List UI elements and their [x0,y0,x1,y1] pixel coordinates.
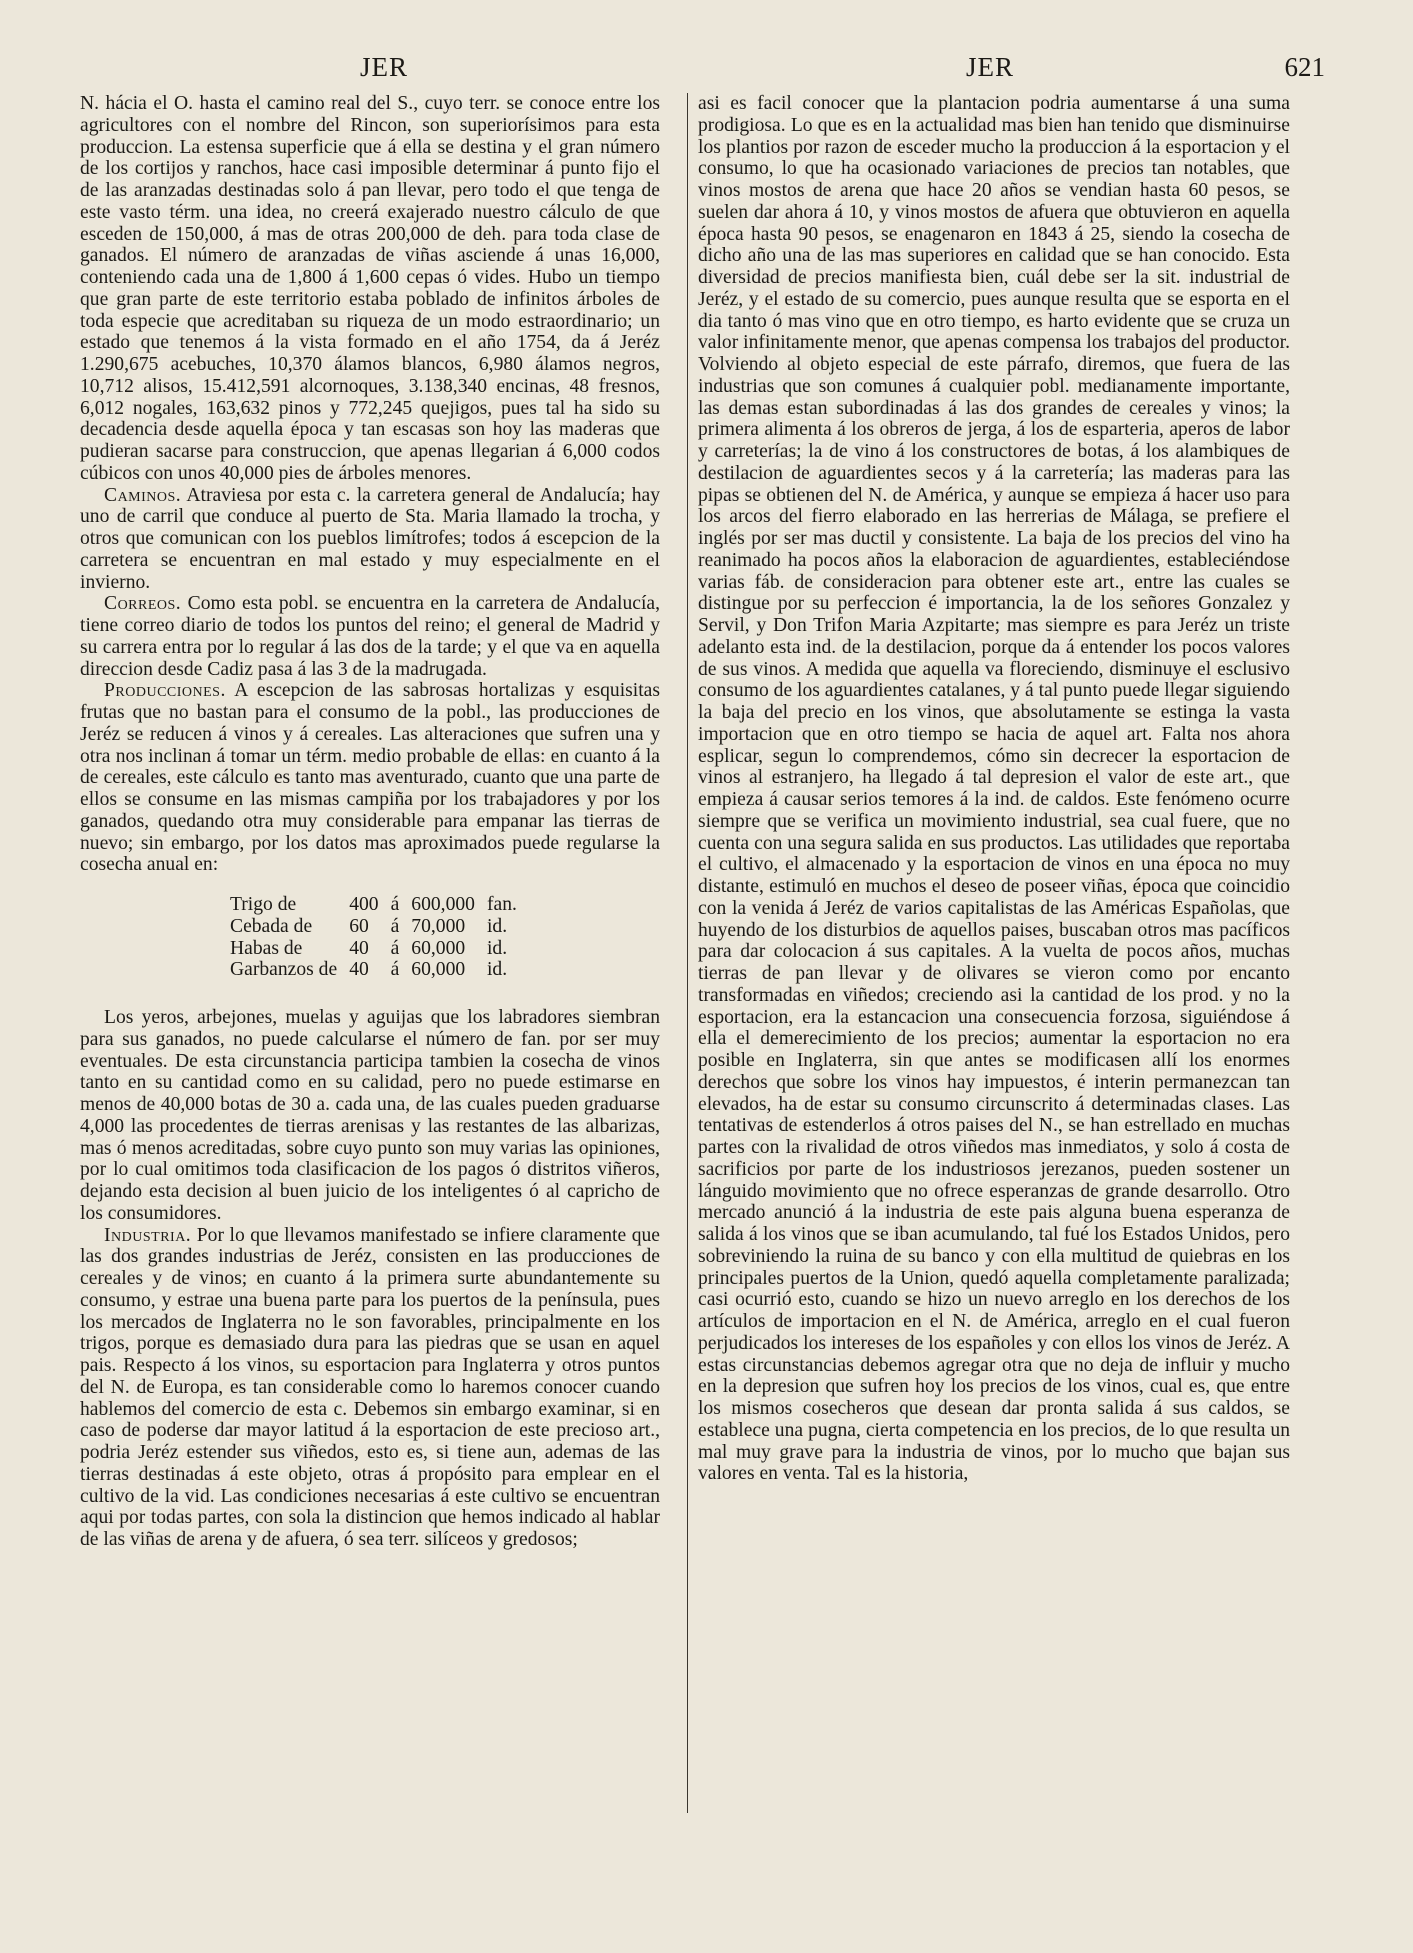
section-head: Correos. [104,593,182,615]
running-head-left: JER [360,52,409,82]
cell: 600,000 [411,894,475,915]
running-head-right: JER [966,52,1015,82]
cell: á [390,959,400,981]
paragraph-correos [80,593,660,680]
cell: id. [486,915,508,937]
paragraph-producciones [80,680,660,876]
page-number: 621 [1284,52,1325,82]
paragraph-text: Por lo que llevamos manifestado se infiere claramente que las dos grandes industrias de Jeréz, consisten en las producciones de cereales y de vinos; en cuanto á la primera surte abundantemente su consumo, y estrae una buena parte para los puertos de la península, pues los mercados de Inglaterra no le son favorables, principalmente en los trigos, porque es demasiado dura para las piedras que se usan en aquel pais. Respecto á los vinos, su esportacion para Inglaterra y otros puntos del N. de Europa, es tan considerable como lo haremos conocer cuando hablemos del comercio de esta c. Debemos sin embargo examinar, si en caso de poderse dar mayor latitud á la esportacion de este precioso art., podria Jeréz estender sus viñedos, esto es, si tiene aun, ademas de las tierras destinadas á este objeto, otras á propósito para emplear en el cultivo de la vid. Las condiciones necesarias á este cultivo se encuentran aqui por todas partes, con sola la distincion que hemos indicado al hablar de las viñas de arena y de afuera, ó sea terr. silíceos y gredosos; [80,1224,660,1550]
column-rule [687,93,688,1813]
cell: Cebada de [230,915,313,937]
paragraph: N. hácia el O. hasta el camino real del S., cuyo terr. se conoce entre los agricultores con el nombre del Rincon, son superiorísimos para esta produccion. La estensa superficie que á ella se destina y el gran número de los cortijos y ranchos, hace casi imposible determinar á punto fijo el de las aranzadas destinadas solo á pan llevar, pero todo el que tenga de este vasto térm. una idea, no creerá exajerado nuestro cálculo de que esceden de 150,000, á mas de otras 200,000 de deh. para toda clase de ganados. El número de aranzadas de viñas asciende á unas 16,000, conteniendo cada una de 1,800 á 1,600 cepas ó vides. Hubo un tiempo que gran parte de este territorio estaba poblado de infinitos árboles de toda especie que acreditaban su riqueza de un modo estraordinario; un estado que tenemos á la vista formado en el año 1754, da á Jeréz 1.290,675 acebuches, 10,370 álamos blancos, 6,980 álamos negros, 10,712 alisos, 15.412,591 alcornoques, 3.138,340 encinas, 48 fresnos, 6,012 nogales, 163,632 pinos y 772,245 quejigos, pues tal ha sido su decadencia desde aquella época y tan escasas son hoy las maderas que pudieran sacarse para construccion, que apenas llegarian á 6,000 codos cúbicos con unos 40,000 pies de árboles menores. [80,93,660,484]
cell: Habas de [230,937,303,959]
crops-table [230,894,529,981]
paragraph-text: Como esta pobl. se encuentra en la carretera de Andalucía, tiene correo diario de todos los puntos del reino; el general de Madrid y su carrera entra por lo regular á las dos de la tarde; y el que va en aquella direccion desde Cadiz pasa á las 3 de la madrugada. [80,593,660,680]
cell: á [390,894,400,915]
table-row [230,938,529,960]
paragraph-text: A escepcion de las sabrosas hortalizas y esquisitas frutas que no bastan para el consumo de la pobl., las producciones de Jeréz se reducen á vinos y á cereales. Las alteraciones que sufren una y otra nos inclinan á tomar un térm. medio probable de ellas: en cuanto á la de cereales, este cálculo es tanto mas aventurado, cuanto que una parte de ellos se consume en las mismas campiña por los trabajadores y por los ganados, quedando otra muy considerable para empanar las tierras de nuevo; sin embargo, por los datos mas aproximados puede regularse la cosecha anual en: [80,680,660,876]
cell: á [390,937,400,959]
cell: 60,000 [411,959,466,981]
table-row [230,959,529,981]
cell: 70,000 [411,915,466,937]
cell: 60,000 [411,937,466,959]
paragraph: Los yeros, arbejones, muelas y aguijas que los labradores siembran para sus ganados, no puede calcularse el número de fan. por ser muy eventuales. De esta circunstancia participa tambien la cosecha de vinos tanto en su cantidad como en su calidad, pero no puede estimarse en menos de 40,000 botas de 30 a. cada una, de las cuales pueden graduarse 4,000 las procedentes de tierras arenisas y las restantes de las albarizas, mas ó menos acreditadas, sobre cuyo punto son muy varias las opiniones, por lo cual omitimos toda clasificacion de los pagos ó distritos viñeros, dejando esta decision al buen juicio de los inteligentes ó al capricho de los consumidores. [80,1007,660,1224]
cell: 60 [349,915,369,937]
table-row [230,916,529,938]
section-head: Producciones. [104,680,226,702]
right-column [698,93,1290,1485]
cell: 40 [349,937,369,959]
section-head: Industria. [104,1224,192,1246]
cell: 40 [349,959,369,981]
paragraph: asi es facil conocer que la plantacion podria aumentarse á una suma prodigiosa. Lo que es en la actualidad mas bien han tenido que disminuirse los plantios por razon de esceder mucho la produccion á la esportacion y el consumo, lo que ha ocasionado variaciones de precios tan notables, que vinos mostos de arena que hace 20 años se vendian hasta 60 pesos, se suelen dar ahora á 10, y vinos mostos de afuera que obtuvieron en aquella época hasta 90 pesos, se enagenaron en 1843 á 25, siendo la cosecha de dicho año una de las mas superiores en calidad que se han conocido. Esta diversidad de precios manifiesta bien, cuál debe ser la sit. industrial de Jeréz, y el estado de su comercio, pues aunque resulta que se esporta en el dia tanto ó mas vino que en otro tiempo, es harto evidente que se cruza un valor infinitamente menor, que apenas compensa los trabajos del productor. Volviendo al objeto especial de este párrafo, diremos, que fuera de las industrias que son comunes á cualquier pobl. medianamente importante, las demas estan subordinadas á las dos grandes de cereales y vinos; la primera alimenta á los obreros de jerga, á los de esparteria, aperos de labor y carreterías; la de vino á los constructores de botas, á los alambiques de destilacion de aguardientes secos y á la carretería; las maderas para las pipas se obtienen del N. de América, y aunque se empieza á hacer uso para los arcos del fierro elaborado en las herrerias de Málaga, se prefiere el inglés por ser mas ductil y consistente. La baja de los precios del vino ha reanimado ha pocos años la elaboracion de aguardientes, estableciéndose varias fáb. de consideracion para obtener este art., entre las cuales se distingue por su perfeccion é importancia, la de los señores Gonzalez y Servil, y Don Trifon Maria Azpitarte; mas siempre es para Jeréz un triste adelanto esta ind. de la destilacion, porque da á entender los pocos valores de sus vinos. A medida que aquella va floreciendo, disminuye el esclusivo consumo de los aguardientes catalanes, y á tal punto puede llegar siguiendo la baja del precio en los vinos, que absolutamente se estinga la vasta importacion que en otro tiempo se hacia de aquel art. Falta nos ahora esplicar, segun lo comprendemos, cómo sin decrecer la esportacion de vinos al estranjero, ha llegado á tal depresion el valor de este art., que empieza á causar serios temores á la ind. de caldos. Este fenómeno ocurre siempre que se verifica un movimiento industrial, sea cual fuere, que no cuenta con una segura salida en sus productos. Las utilidades que reportaba el cultivo, el almacenado y la esportacion de vinos en una época no muy distante, estimuló en muchos el deseo de poseer viñas, época que coincidio con la venida á Jeréz de varios capitalistas de las Américas Españolas, que huyendo de los disturbios de aquellos paises, buscaban otros mas pacíficos para dar colocacion á sus capitales. A la vuelta de pocos años, muchas tierras de pan llevar y de olivares se vieron como por encanto transformadas en viñedos; creciendo asi la cantidad de los prod. y no la esportacion, era la estancacion una consecuencia forzosa, siguiéndose á ella el demerecimiento de los precios; aumentar la esportacion no era posible en Inglaterra, sin que antes se modificasen allí los enormes derechos que sobre los vinos hay impuestos, é interin permanezcan tan elevados, ha de estar su consumo circunscrito á determinadas clases. Las tentativas de estenderlos á otros paises del N., se han estrellado en muchas partes con la rivalidad de otros viñedos mas inmediatos, y solo á costa de sacrificios por parte de los industriosos jerezanos, pueden sostener un lánguido movimiento que no ofrece esperanzas de grande desarrollo. Otro mercado anunció á la industria de este pais alguna buena esperanza de salida á los vinos que se iban acumulando, tal fué los Estados Unidos, pero sobreviniendo la ruina de su banco y con ella multitud de quiebras en los principales puertos de la Union, quedó aquella completamente paralizada; casi ocurrió esto, cuando se hizo un nuevo arreglo en los derechos de los artículos de importacion en el N. de América, arreglo en el cual fueron perjudicados los intereses de los españoles y con ellos los vinos de Jeréz. A estas circunstancias debemos agregar otra que no deja de influir y mucho en la depresion que sufren hoy los precios de los vinos, cual es, que entre los mismos cosecheros que desean dar pronta salida á sus caldos, se establece una pugna, cierta competencia en los precios, de lo que resulta un mal muy grave para la industria de vinos, por lo mucho que bajan sus valores en venta. Tal es la historia, [698,93,1290,1485]
paragraph-industria [80,1225,660,1551]
cell: Garbanzos de [230,959,338,981]
cell: id. [486,959,508,981]
cell: fan. [486,894,517,915]
cell: á [390,915,400,937]
table-row [230,894,529,916]
cell: 400 [349,894,379,915]
left-column [80,93,660,1551]
section-head: Caminos. [104,484,182,506]
cell: Trigo de [230,894,297,915]
paragraph-caminos [80,485,660,594]
paragraph-text: Atraviesa por esta c. la carretera general de Andalucía; hay uno de carril que conduce al puerto de Sta. Maria llamado la trocha, y otros que comunican con los pueblos limítrofes; todos á escepcion de la carretera se encuentran en mal estado y muy especialmente en el invierno. [80,484,660,593]
cell: id. [486,937,508,959]
